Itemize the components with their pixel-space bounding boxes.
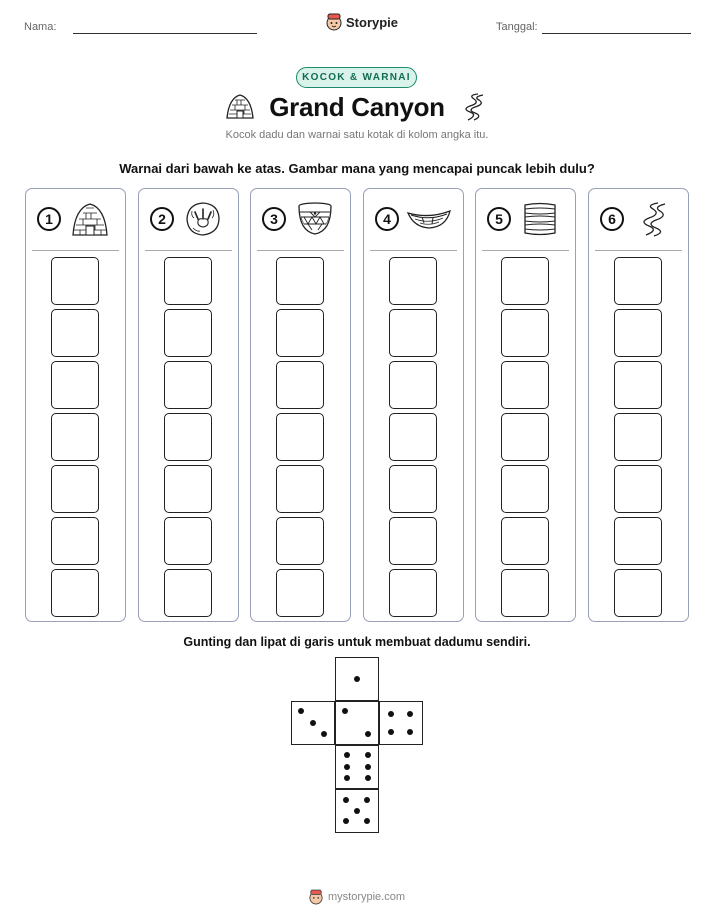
dice-face-5 [335, 789, 379, 833]
color-box[interactable] [276, 361, 324, 409]
dice-pip [344, 752, 350, 758]
cut-instruction: Gunting dan lipat di garis untuk membuat dadumu sendiri. [183, 635, 531, 649]
river-icon [634, 201, 672, 237]
column-divider [32, 250, 119, 251]
storypie-mascot-icon [309, 889, 323, 905]
dice-pip [365, 731, 371, 737]
column-2 [138, 188, 239, 622]
color-box[interactable] [276, 569, 324, 617]
color-box[interactable] [164, 569, 212, 617]
dice-pip [364, 818, 370, 824]
color-box[interactable] [389, 413, 437, 461]
color-box[interactable] [164, 465, 212, 513]
color-box[interactable] [389, 361, 437, 409]
color-box[interactable] [276, 257, 324, 305]
column-divider [257, 250, 344, 251]
footer [0, 889, 714, 905]
name-line[interactable] [73, 33, 257, 34]
color-box[interactable] [164, 413, 212, 461]
color-box[interactable] [389, 517, 437, 565]
dice-pip [365, 775, 371, 781]
date-label: Tanggal: [496, 21, 538, 33]
color-box[interactable] [501, 569, 549, 617]
dice-pip [343, 797, 349, 803]
column-4 [363, 188, 464, 622]
dice-face-3 [291, 701, 335, 745]
color-box[interactable] [51, 517, 99, 565]
color-box[interactable] [276, 309, 324, 357]
color-box[interactable] [614, 517, 662, 565]
color-box[interactable] [51, 257, 99, 305]
dice-pip [343, 818, 349, 824]
brand-name: Storypie [346, 14, 399, 30]
color-box[interactable] [614, 257, 662, 305]
color-box[interactable] [501, 361, 549, 409]
column-number: 2 [150, 207, 174, 231]
color-box[interactable] [51, 569, 99, 617]
color-box[interactable] [501, 257, 549, 305]
fossil-footprint-icon [184, 201, 222, 237]
pottery-jar-icon [296, 201, 334, 237]
stone-dwelling-icon [71, 201, 109, 237]
footer-url[interactable]: mystorypie.com [327, 891, 406, 903]
dice-pip [344, 764, 350, 770]
color-box[interactable] [51, 309, 99, 357]
brand-logo [326, 13, 398, 31]
date-line[interactable] [542, 33, 691, 34]
column-6 [588, 188, 689, 622]
column-number: 3 [262, 207, 286, 231]
page-subtitle: Kocok dadu dan warnai satu kotak di kolom angka itu. [225, 129, 489, 141]
river-icon [458, 92, 488, 122]
color-box[interactable] [501, 309, 549, 357]
dice-pip [321, 731, 327, 737]
dice-face-2 [335, 701, 379, 745]
storypie-mascot-icon [326, 13, 342, 31]
dice-pip [342, 708, 348, 714]
color-box[interactable] [51, 361, 99, 409]
color-box[interactable] [501, 465, 549, 513]
dice-pip [365, 752, 371, 758]
column-divider [482, 250, 569, 251]
color-box[interactable] [614, 361, 662, 409]
column-divider [145, 250, 232, 251]
dice-pip [365, 764, 371, 770]
dice-pip [298, 708, 304, 714]
color-box[interactable] [164, 257, 212, 305]
page-title: Grand Canyon [269, 92, 445, 122]
column-number: 1 [37, 207, 61, 231]
column-5 [475, 188, 576, 622]
color-box[interactable] [389, 257, 437, 305]
column-number: 5 [487, 207, 511, 231]
color-box[interactable] [501, 413, 549, 461]
dice-pip [354, 808, 360, 814]
dice-face-1 [335, 657, 379, 701]
column-1 [25, 188, 126, 622]
color-box[interactable] [276, 517, 324, 565]
color-box[interactable] [276, 465, 324, 513]
coloring-instruction: Warnai dari bawah ke atas. Gambar mana yang mencapai puncak lebih dulu? [119, 161, 595, 176]
dice-pip [310, 720, 316, 726]
dice-face-4 [379, 701, 423, 745]
activity-badge: KOCOK & WARNAI [296, 67, 417, 88]
color-box[interactable] [51, 465, 99, 513]
dice-pip [407, 711, 413, 717]
column-number: 4 [375, 207, 399, 231]
column-divider [370, 250, 457, 251]
color-box[interactable] [164, 517, 212, 565]
dice-pip [407, 729, 413, 735]
canoe-icon [406, 201, 452, 237]
color-box[interactable] [614, 309, 662, 357]
dice-face-6 [335, 745, 379, 789]
column-number: 6 [600, 207, 624, 231]
color-box[interactable] [164, 309, 212, 357]
color-box[interactable] [389, 309, 437, 357]
color-box[interactable] [164, 361, 212, 409]
dice-pip [388, 729, 394, 735]
color-box[interactable] [614, 413, 662, 461]
color-box[interactable] [614, 569, 662, 617]
color-box[interactable] [389, 569, 437, 617]
dice-pip [344, 775, 350, 781]
column-3 [250, 188, 351, 622]
rock-layers-icon [521, 201, 559, 237]
column-divider [595, 250, 682, 251]
color-box[interactable] [389, 465, 437, 513]
color-box[interactable] [501, 517, 549, 565]
dice-pip [388, 711, 394, 717]
dice-pip [354, 676, 360, 682]
color-box[interactable] [51, 413, 99, 461]
color-box[interactable] [276, 413, 324, 461]
name-label: Nama: [24, 21, 57, 33]
color-box[interactable] [614, 465, 662, 513]
dice-pip [364, 797, 370, 803]
